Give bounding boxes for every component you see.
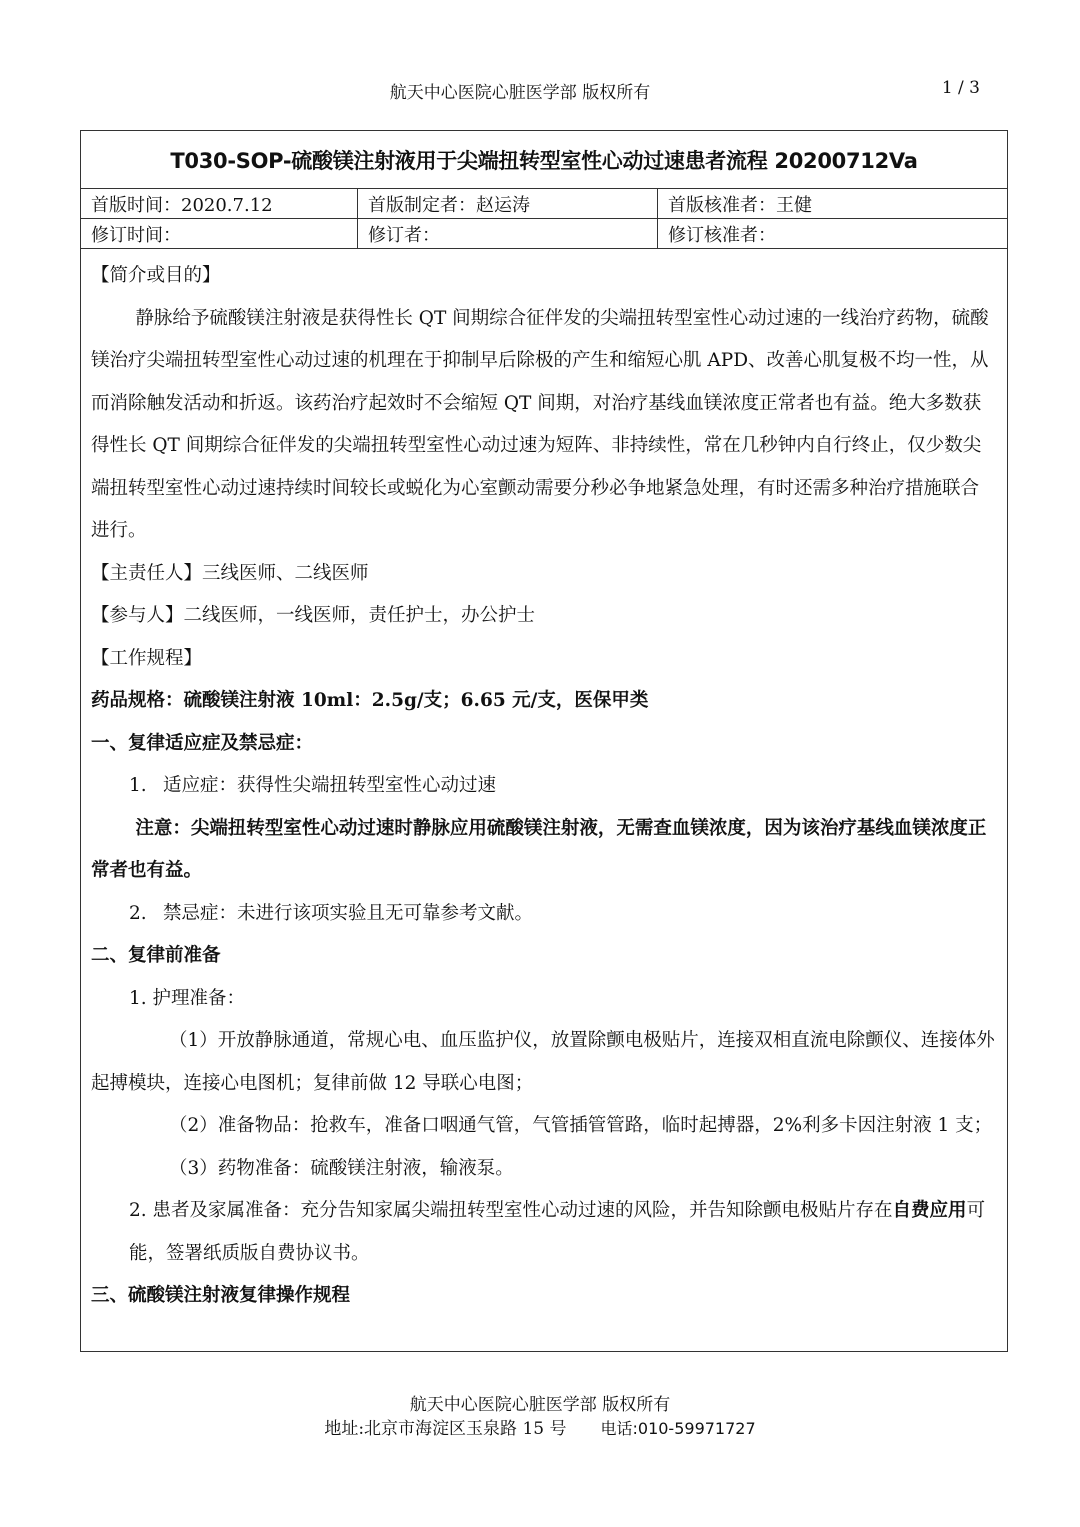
footer-copyright: 航天中心医院心脏医学部 版权所有 (409, 1395, 671, 1415)
meta-row-first (81, 189, 1007, 219)
section-3-heading: 三、硫酸镁注射液复律操作规程 (91, 1285, 351, 1306)
footer-phone: 电话:010-59971727 (600, 1419, 756, 1438)
indication-number: 1. (129, 775, 147, 796)
nursing-prep-sub-2: （2）准备物品：抢救车，准备口咽通气管，气管插管管路，临时起搏器，2%利多卡因注射液 1 支； (169, 1115, 993, 1136)
contraindication-text: 禁忌症：未进行该项实验且无可靠参考文献。 (163, 902, 534, 924)
indication-item (91, 765, 997, 808)
document-title: T030-SOP-硫酸镁注射液用于尖端扭转型室性心动过速患者流程 20200712Va (81, 131, 1007, 189)
workflow-heading: 【工作规程】 (91, 647, 203, 669)
meta-row-revision (81, 219, 1007, 249)
self-pay-emphasis: 自费应用 (892, 1200, 967, 1221)
first-version-approver: 首版核准者：王健 (668, 194, 812, 216)
indication-note: 注意：尖端扭转型室性心动过速时静脉应用硫酸镁注射液，无需查血镁浓度，因为该治疗基线血镁浓度正常者也有益。 (91, 817, 987, 881)
revision-approver: 修订核准者： (668, 224, 776, 246)
footer-address: 地址:北京市海淀区玉泉路 15 号 (324, 1419, 567, 1439)
nursing-prep-sub-1: （1）开放静脉通道，常规心电、血压监护仪，放置除颤电极贴片，连接双相直流电除颤仪、连接体外起搏模块，连接心电图机；复律前做 12 导联心电图； (91, 1030, 995, 1094)
nursing-prep-item: 1. 护理准备： (129, 987, 246, 1009)
footer-contact (0, 1414, 1080, 1439)
responsible-person: 【主责任人】三线医师、二线医师 (91, 562, 369, 584)
intro-heading: 【简介或目的】 (91, 265, 221, 286)
first-version-author: 首版制定者：赵运涛 (358, 189, 658, 218)
patient-prep-text-pre: 2. 患者及家属准备：充分告知家属尖端扭转型室性心动过速的风险，并告知除颤电极贴片存在 (129, 1200, 893, 1221)
sop-document (80, 130, 1008, 1352)
contraindication-number: 2. (129, 902, 147, 924)
participants: 【参与人】二线医师，一线医师，责任护士，办公护士 (91, 605, 536, 626)
patient-prep-text-post: 可能，签署纸质版自费协议书。 (129, 1200, 986, 1264)
patient-family-prep (91, 1190, 997, 1275)
first-version-time: 首版时间：2020.7.12 (81, 189, 358, 218)
indication-text: 适应症：获得性尖端扭转型室性心动过速 (163, 775, 497, 796)
page-number: 1 / 3 (941, 78, 980, 98)
contraindication-item (91, 893, 997, 936)
revision-time: 修订时间： (81, 219, 358, 248)
section-2-heading: 二、复律前准备 (91, 945, 221, 966)
section-1-heading: 一、复律适应症及禁忌症： (91, 732, 314, 754)
intro-paragraph: 静脉给予硫酸镁注射液是获得性长 QT 间期综合征伴发的尖端扭转型室性心动过速的一线治疗药物，硫酸镁治疗尖端扭转型室性心动过速的机理在于抑制早后除极的产生和缩短心肌 APD、改善心肌复极不均一性，从而消除触发活动和折返。该药治疗起效时不会缩短 QT 间期，对治疗基线血镁浓度正常者也有益。绝大多数获得性长 QT 间期综合征伴发的尖端扭转型室性心动过速为短阵、非持续性，常在几秒钟内自行终止，仅少数尖端扭转型室性心动过速持续时间较长或蜕化为心室颤动需要分秒必争地紧急处理，有时还需多种治疗措施联合进行。 (91, 307, 989, 541)
nursing-prep-sub-3: （3）药物准备：硫酸镁注射液，输液泵。 (169, 1157, 514, 1179)
revision-author: 修订者： (358, 219, 658, 248)
header-copyright: 航天中心医院心脏医学部 版权所有 (389, 83, 651, 103)
document-body (81, 249, 1007, 1318)
page-header (0, 78, 1080, 104)
drug-specification: 药品规格：硫酸镁注射液 10ml：2.5g/支；6.65 元/支，医保甲类 (91, 690, 649, 711)
